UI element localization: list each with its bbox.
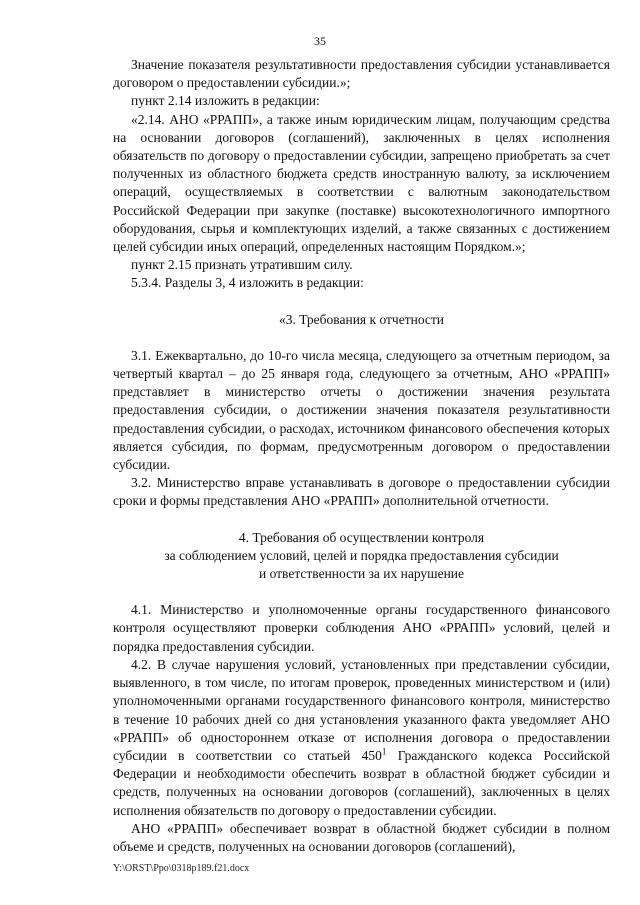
paragraph-result-indicator: Значение показателя результативности предоставления субсидии устанавливается договором о предоставлении субсидии.»;: [113, 57, 610, 91]
spacer: [113, 511, 610, 529]
document-body: [113, 56, 610, 856]
paragraph-4-2-before: 4.2. В случае нарушения условий, установленных при представлении субсидии, выявленного, в том числе, по итогам проверок, проведенных министерством и (или) уполномоченными органами государственного финансового контроля, министерство в течение 10 рабочих дней со дня установления указанного факта уведомляет АНО «РРАПП» об одностороннем отказе от исполнения договора о предоставлении субсидии в соответствии со статьей 450: [113, 656, 610, 763]
article-superscript: 1: [381, 746, 387, 757]
paragraph-3-2: 3.2. Министерство вправе устанавливать в договоре о предоставлении субсидии сроки и формы представления АНО «РРАПП» дополнительной отчетности.: [113, 475, 610, 509]
paragraph-point-2-14-intro: пункт 2.14 изложить в редакции:: [131, 93, 320, 109]
paragraph-4-2-after: Гражданского кодекса Российской Федерации и необходимости обеспечить возврат в областной бюджет субсидии и средств, полученных на основании договоров (соглашений), заключенных в целях исполнения обязательств по договору о предоставлении субсидии.: [113, 747, 610, 818]
paragraph-4-1: 4.1. Министерство и уполномоченные органы государственного финансового контроля осуществляют проверки соблюдения АНО «РРАПП» условий, целей и порядка предоставления субсидии.: [113, 602, 610, 654]
spacer: [113, 329, 610, 347]
spacer: [113, 293, 610, 311]
section-4-heading-line-3: и ответственности за их нарушение: [258, 566, 465, 582]
paragraph-point-2-14: «2.14. АНО «РРАПП», а также иным юридическим лицам, получающим средства на основании договоров (соглашений), заключенных в целях исполнения обязательств по договору о предоставлении субсидии, запрещено приобретать за счет полученных из областного бюджета средств иностранную валюту, за исключением операций, осуществляемых в соответствии с валютным законодательством Российской Федерации при закупке (поставке) высокотехнологичного импортного оборудования, сырья и комплектующих изделий, а также связанных с достижением целей субсидии иных операций, определенных настоящим Порядком.»;: [113, 111, 610, 255]
section-4-heading-line-2: за соблюдением условий, целей и порядка предоставления субсидии: [164, 547, 559, 563]
paragraph-4-2-return: АНО «РРАПП» обеспечивает возврат в областной бюджет субсидии в полном объеме и средств, полученных на основании договоров (соглашений),: [113, 820, 610, 854]
footer-file-path: Y:\ORST\Ppo\0318p189.f21.docx: [113, 863, 250, 874]
paragraph-4-2: [113, 656, 610, 820]
paragraph-3-1: 3.1. Ежеквартально, до 10-го числа месяца, следующего за отчетным периодом, за четвертый квартал – до 25 января года, следующего за отчетным, АНО «РРАПП» представляет в министерство отчеты о достижении значения результата предоставления субсидии, о достижении значения показателя результативности предоставления субсидии, о расходах, источником финансового обеспечения которых является субсидия, по формам, предусмотренным договором о предоставлении субсидии.: [113, 347, 610, 473]
section-4-heading-line-1: 4. Требования об осуществлении контроля: [238, 529, 485, 545]
paragraph-sections-3-4-intro: 5.3.4. Разделы 3, 4 изложить в редакции:: [131, 275, 364, 291]
paragraph-point-2-15: пункт 2.15 признать утратившим силу.: [131, 257, 353, 273]
page-number: 35: [314, 34, 326, 48]
spacer: [113, 583, 610, 601]
section-3-heading: «3. Требования к отчетности: [278, 311, 445, 327]
